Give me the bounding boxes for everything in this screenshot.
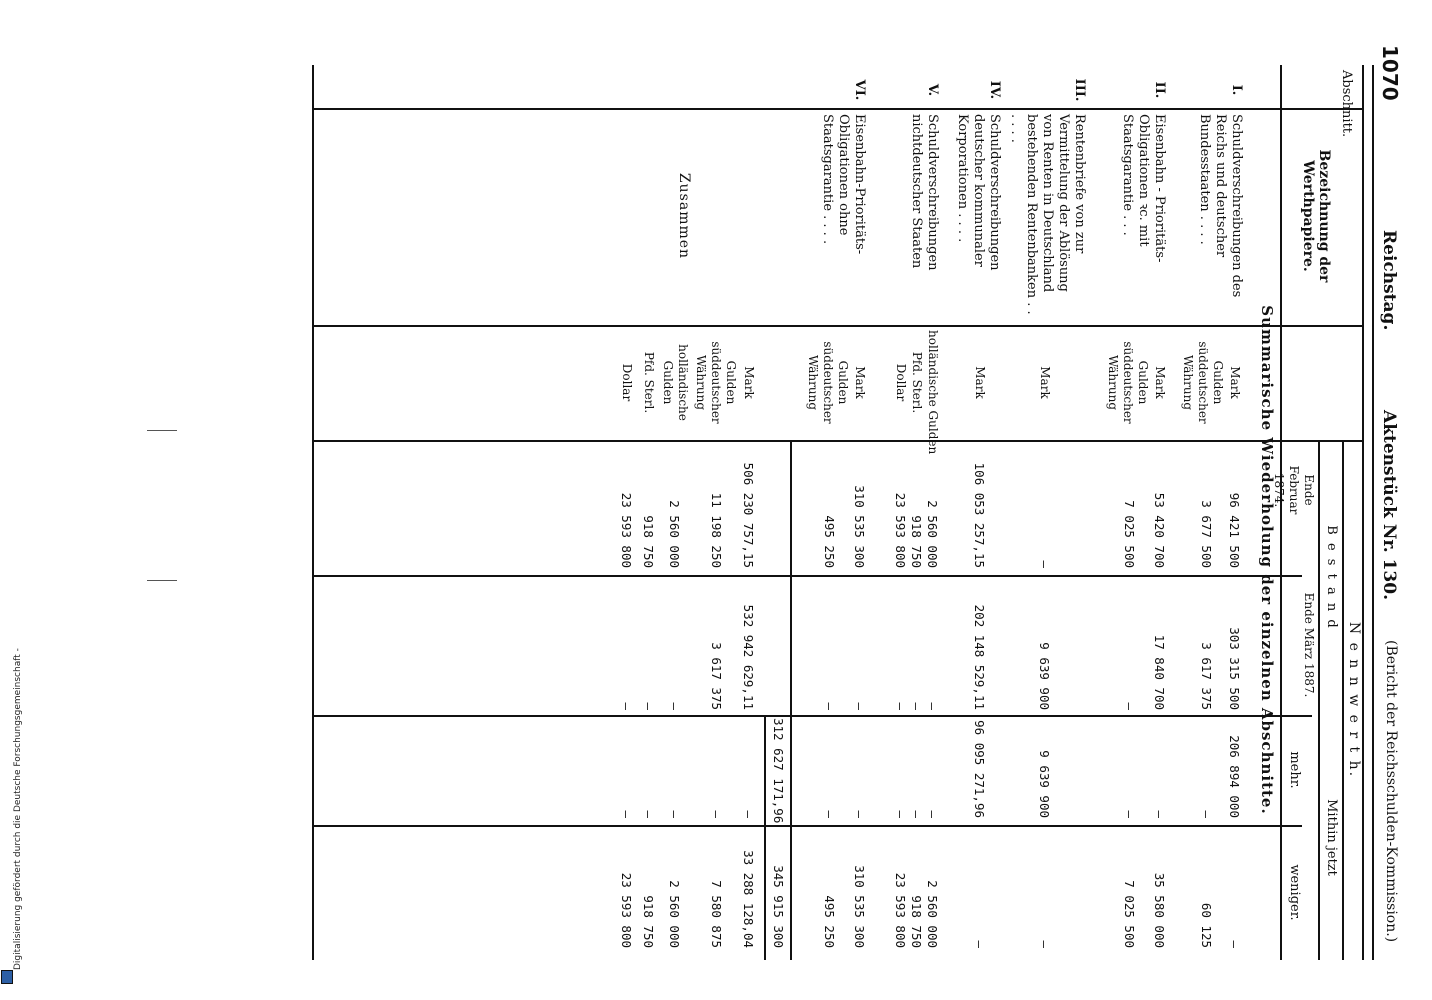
row-end-1874: 7 025 500: [1122, 500, 1137, 568]
row-weniger: 2 560 000: [925, 880, 940, 948]
total-weniger: 23 593 800: [619, 872, 634, 948]
row-description: Eisenbahn - Prioritäts-Obligationen ꝛc. mit Staatsgarantie . . .: [1120, 114, 1167, 263]
weniger-column-rule: [314, 825, 1302, 827]
dfg-logo-icon: [1, 970, 13, 984]
total-weniger: 7 580 875: [709, 880, 724, 948]
table-top-rule: [1362, 65, 1364, 960]
total-end-1887: —: [619, 702, 634, 710]
scan-mark: [147, 430, 177, 431]
section-column-rule: [314, 108, 1364, 110]
row-mehr: 96 095 271,96: [972, 720, 987, 818]
totals-label: Zusammen: [676, 172, 692, 260]
mithin-jetzt-header: Mithin jetzt: [1324, 799, 1339, 876]
scan-mark: [147, 580, 177, 581]
row-weniger: —: [1227, 940, 1242, 948]
header-right: (Bericht der Reichsschulden-Kommission.): [1383, 640, 1399, 943]
row-end-1887: 202 148 529,11: [972, 604, 987, 710]
row-end-1887: —: [1122, 702, 1137, 710]
total-end-1874: 11 198 250: [709, 492, 724, 568]
section-number: V.: [925, 83, 940, 97]
total-weniger: 2 560 000: [667, 880, 682, 948]
row-description: Schuldverschreibungen deutscher kommunaler Korporationen . . . .: [955, 114, 1002, 271]
weniger-header: weniger.: [1287, 864, 1302, 921]
description-column-header: Bezeichnung der Werthpapiere.: [1300, 149, 1332, 283]
nennwerth-header: N e n n w e r t h.: [1346, 621, 1362, 779]
row-mehr: 206 894 000: [1227, 735, 1242, 818]
row-currency: Mark: [1038, 366, 1052, 399]
table-bottom-rule: [312, 65, 314, 960]
bestand-rule: [1318, 440, 1320, 715]
row-currency: holländische Gulden: [926, 330, 940, 455]
row-end-1887: 9 639 900: [1037, 642, 1052, 710]
bestand-header: B e s t a n d: [1324, 525, 1339, 630]
row-currency: Mark: [973, 366, 987, 399]
subtotal-weniger: 345 915 300: [771, 865, 786, 948]
total-end-1887: —: [667, 702, 682, 710]
credit-text: Digitalisierung gefördert durch die Deutsche Forschungsgemeinschaft -: [13, 648, 23, 970]
total-currency: Pfd. Sterl.: [642, 351, 656, 414]
row-end-1887: 303 315 500: [1227, 627, 1242, 710]
end-1887-header: Ende März 1887.: [1302, 592, 1316, 698]
mehr-column-rule: [314, 715, 1312, 717]
row-weniger: 35 580 000: [1152, 872, 1167, 948]
total-mehr: —: [619, 810, 634, 818]
total-end-1874: 918 750: [641, 515, 656, 568]
row-end-1874: 918 750: [909, 515, 924, 568]
section-number: VI.: [852, 79, 867, 101]
total-currency: Mark: [742, 366, 756, 399]
row-end-1887: —: [852, 702, 867, 710]
total-currency: Gulden süddeutscher Währung: [694, 341, 738, 424]
row-end-1874: 96 421 500: [1227, 492, 1242, 568]
section-number: III.: [1072, 78, 1087, 102]
total-end-1887: 3 617 375: [709, 642, 724, 710]
total-end-1874: 23 593 800: [619, 492, 634, 568]
section-column-header: Abschnitt.: [1339, 70, 1354, 138]
mithin-rule: [1318, 715, 1320, 960]
section-number: IV.: [987, 80, 1002, 100]
header-left: Reichstag.: [1379, 230, 1399, 331]
row-end-1887: —: [893, 702, 908, 710]
row-mehr: —: [852, 810, 867, 818]
row-weniger: 23 593 800: [893, 872, 908, 948]
row-currency: Pfd. Sterl.: [910, 351, 924, 414]
row-end-1874: 2 560 000: [925, 500, 940, 568]
row-mehr: —: [893, 810, 908, 818]
row-currency: Gulden süddeutscher Währung: [1106, 341, 1150, 424]
row-end-1874: 310 535 300: [852, 485, 867, 568]
row-weniger: 60 125: [1199, 902, 1214, 948]
description-column-rule: [314, 325, 1364, 327]
section-number: II.: [1152, 81, 1167, 99]
row-mehr: —: [925, 810, 940, 818]
row-mehr: —: [822, 810, 837, 818]
header-center: Aktenstück Nr. 130.: [1379, 410, 1399, 601]
total-end-1887: 532 942 629,11: [741, 604, 756, 710]
subtotal-mehr: 312 627 171,96: [771, 718, 786, 824]
row-end-1874: 495 250: [822, 515, 837, 568]
total-mehr: —: [641, 810, 656, 818]
row-currency: Dollar: [894, 363, 908, 402]
row-currency: Mark: [853, 366, 867, 399]
digitization-credit: [0, 575, 23, 985]
row-description: Schuldverschreibungen nichtdeutscher Staaten: [909, 114, 940, 271]
total-end-1874: 2 560 000: [667, 500, 682, 568]
subtotal-bottom-rule: [764, 715, 766, 960]
header-rule: [1372, 65, 1374, 960]
row-end-1874: —: [1037, 560, 1052, 568]
total-mehr: —: [709, 810, 724, 818]
row-mehr: —: [909, 810, 924, 818]
total-weniger: 33 288 128,04: [741, 850, 756, 948]
total-end-1887: —: [641, 702, 656, 710]
row-end-1874: 23 593 800: [893, 492, 908, 568]
page-number: 1070: [1378, 45, 1402, 101]
total-end-1874: 506 230 757,15: [741, 462, 756, 568]
row-weniger: 7 025 500: [1122, 880, 1137, 948]
row-weniger: 310 535 300: [852, 865, 867, 948]
currency-column-rule: [314, 440, 1364, 442]
section-title: Summarische Wiederholung der einzelnen Abschnitte.: [1258, 305, 1276, 815]
row-end-1887: —: [925, 702, 940, 710]
row-end-1874: 3 677 500: [1199, 500, 1214, 568]
row-end-1887: —: [909, 702, 924, 710]
row-mehr: 9 639 900: [1037, 750, 1052, 818]
total-mehr: —: [741, 810, 756, 818]
row-weniger: —: [972, 940, 987, 948]
total-currency: Dollar: [620, 363, 634, 402]
row-end-1887: 3 617 375: [1199, 642, 1214, 710]
row-description: Eisenbahn-Prioritäts-Obligationen ohne Staatsgarantie . . . .: [820, 114, 867, 255]
section-number: I.: [1229, 84, 1244, 96]
row-weniger: 495 250: [822, 895, 837, 948]
row-mehr: —: [1122, 810, 1137, 818]
total-mehr: —: [667, 810, 682, 818]
subtotal-rule: [790, 440, 792, 960]
nennwerth-rule: [1342, 440, 1344, 960]
row-end-1874: 106 053 257,15: [972, 462, 987, 568]
total-currency: holländische Gulden: [661, 344, 690, 421]
row-end-1887: —: [822, 702, 837, 710]
mehr-header: mehr.: [1287, 751, 1302, 789]
row-end-1887: 17 840 700: [1152, 634, 1167, 710]
row-description: Schuldverschreibungen des Reichs und deutscher Bundesstaaten . . . .: [1197, 114, 1244, 298]
row-weniger: 918 750: [909, 895, 924, 948]
row-weniger: —: [1037, 940, 1052, 948]
end-1874-header: Ende Februar 1874.: [1272, 465, 1316, 515]
row-end-1874: 53 420 700: [1152, 492, 1167, 568]
row-description: Rentenbriefe von zur Vermittelung der Ablösung von Renten in Deutschland bestehenden Rentenbanken . . . . . .: [1008, 114, 1087, 315]
row-mehr: —: [1199, 810, 1214, 818]
row-mehr: —: [1152, 810, 1167, 818]
row-currency: Gulden süddeutscher Währung: [806, 341, 850, 424]
row-currency: Mark: [1153, 366, 1167, 399]
bestand-split-rule: [314, 575, 1302, 577]
total-weniger: 918 750: [641, 895, 656, 948]
row-currency: Gulden süddeutscher Währung: [1181, 341, 1225, 424]
row-currency: Mark: [1228, 366, 1242, 399]
